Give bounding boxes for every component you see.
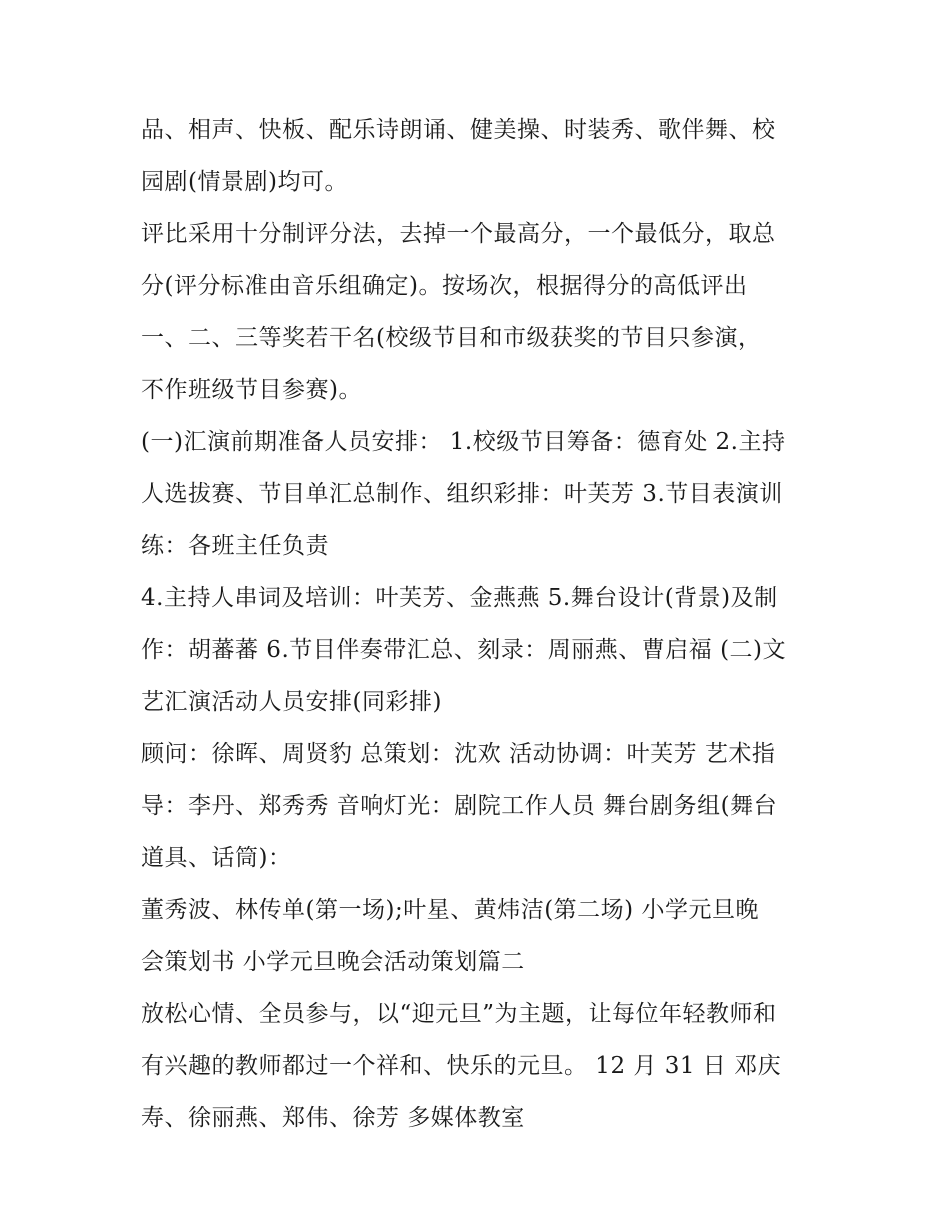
text-line: 一、二、三等奖若干名(校级节目和市级获奖的节目只参演， [141, 325, 762, 351]
text-line: 园剧(情景剧)均可。 [141, 169, 348, 195]
text-line: 董秀波、林传单(第一场);叶星、黄炜洁(第二场) 小学元旦晚 [141, 897, 759, 923]
document-body [141, 104, 821, 1144]
text-line: 道具、话筒)： [141, 845, 292, 871]
text-line: 练：各班主任负责 [141, 533, 329, 559]
text-line: 评比采用十分制评分法，去掉一个最高分，一个最低分，取总 [141, 221, 776, 247]
text-line: 作：胡蕃蕃 6.节目伴奏带汇总、刻录：周丽燕、曹启福 (二)文 [141, 637, 787, 663]
text-line: 人选拔赛、节目单汇总制作、组织彩排：叶芙芳 3.节目表演训 [141, 481, 783, 507]
text-line: 顾问：徐晖、周贤豹 总策划：沈欢 活动协调：叶芙芳 艺术指 [141, 741, 776, 767]
text-line: 品、相声、快板、配乐诗朗诵、健美操、时装秀、歌伴舞、校 [141, 117, 776, 143]
text-line: 有兴趣的教师都过一个祥和、快乐的元旦。 12 月 31 日 邓庆 [141, 1053, 782, 1079]
text-line: 导：李丹、郑秀秀 音响灯光：剧院工作人员 舞台剧务组(舞台 [141, 793, 778, 819]
text-line: 艺汇演活动人员安排(同彩排) [141, 689, 442, 715]
text-line: 4.主持人串词及培训：叶芙芳、金燕燕 5.舞台设计(背景)及制 [141, 585, 778, 611]
text-line: (一)汇演前期准备人员安排： 1.校级节目筹备：德育处 2.主持 [141, 429, 786, 455]
text-line: 会策划书 小学元旦晚会活动策划篇二 [141, 949, 525, 975]
text-line: 寿、徐丽燕、郑伟、徐芳 多媒体教室 [141, 1105, 525, 1131]
text-line: 分(评分标准由音乐组确定)。按场次，根据得分的高低评出 [141, 273, 748, 299]
text-line: 放松心情、全员参与，以“迎元旦”为主题，让每位年轻教师和 [141, 1001, 777, 1027]
text-line: 不作班级节目参赛)。 [141, 377, 362, 403]
